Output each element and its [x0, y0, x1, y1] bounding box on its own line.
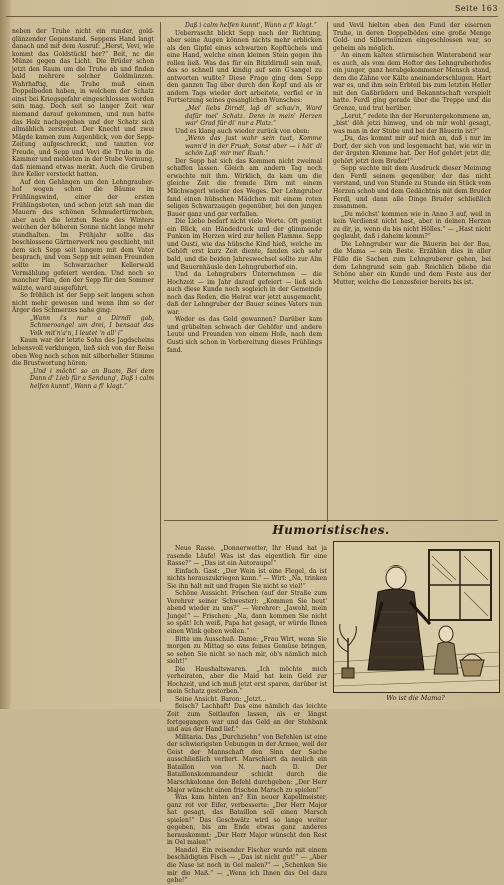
- page-number: Seite 163: [454, 4, 498, 13]
- section-divider: [164, 520, 498, 521]
- col2-paragraph: Und da Lehngrubers Unternehmen — die Hochzeit — im Jahr darauf gefeiert — ließ sich auch diese Kunde noch sogleich in der Gemeinde noch das Reden, die Heirat war jetzt ausgemacht, daß der Lehngruber der Bauer seines Vaters nun war.: [167, 271, 322, 316]
- col4-paragraph: Schöne Aussicht. Frischen (auf der Straße zum Verehrer seiner Schwester): „Kommen Sie heut' abend wieder zu uns?“ — Verehrer: „Jawohl, mein Junge!“ — Frischen: „Na, dann kommen Sie nicht so spät! Ich weiß, Papa hat gesagt, er würde Ihnen einen Wink geben wollen.“: [167, 590, 327, 636]
- col2-paragraph: Und es klang auch wieder zurück von oben:: [175, 127, 310, 135]
- col1-paragraph: Auf den Gehängen um den Lehngrauber-hof wogen schon die Bäume im Frühlingswind, einer der ersten Frühlingsboten, und schon jetzt sah man die Mauern des schönen Schmudertürmchen, aber auch die letzten Reste des Winters weichen der höheren Sonne nicht lange mehr standhalten. Im Frühjahr sollte das beschlossene Gärtnerwerk neu geschieht, mit dem sich Sepp seit langem mit dem Vater besprach, und vom Sepp mit seinen Freunden sollte im Schwarzacher Kellerwald Vermählung gefeiert werden. Und noch so mancher Plan, den der Sepp für den Sommer wälzte, ward ausgeführt.: [12, 178, 154, 292]
- col3-paragraph: „Du möchst' kommen wie in Anno 3 auf, weil in kein Verdienst nicht hast, aber in deinen Herzen zu dir, ja, wenn du bis nicht Hölles.“ — „Hast nicht geglaubt, daß i daheim komm?“: [333, 210, 491, 241]
- col4-paragraph: Neue Rasse. „Donnerwetter, Ihr Hund hat ja rasende Läufe! Was ist das eigentlich für eine Rasse?“ — „Das ist ein Autoraupe!“: [167, 545, 327, 568]
- col4-paragraph: Bitte um Ausschuß. Dame: „Frau Wirt, wenn Sie morgen zu Mittag so eins feines Gemüse bringen, so sehen Sie nicht so nach mir, ob's nämlich mich sieht!“: [167, 635, 327, 666]
- col2-paragraph: „Wenn das just wahr sein tuat, Komme wann'd in der Fruah, Sonst aber — i hät' di schön Laß' mir mei' Ruah.“: [185, 135, 322, 158]
- cartoon-drawing: [334, 542, 499, 692]
- humor-column: [167, 545, 327, 885]
- col3-paragraph: „Lerut,“ redete ihn der Heruntergekommene an, „bist' döh jetzi hinweg, und ob mir wohl gesagt, was man in der Stube und bei der Bäuerin ist?“: [333, 112, 491, 135]
- col3-paragraph: An einem kalten stürmischen Winterabend war es auch, als vom dem Hoftor des Lehngruberhofes ein junger, ganz herabgekommener Mensch stand, dem die Zähne vor Kälte aneinanderschlugen. Hart war es, und ihm sein Erbteil bis zum letzten Heller mit den Gaßbrüdern und Bekanntschaft verspielt hatte. Ferdl ging gerade über die Treppe und die Grenze, und trat herüber.: [333, 52, 491, 113]
- col4-paragraph: Die Haushaltswaren. „Ich möchte mich verheiraten, aber die Maid hat kein Geld zur Hochzeit, und ich muß jetzt erst sparen, darüber ist mein Schatz gestorben.“: [167, 665, 327, 696]
- col5-paragraph: Militaria. Das „Durchziehn“ von Befehlen ist eine der schwierigsten Uebungen in der Armee, weil der Geist der Mannschaft den Sinn der Sache ausschließlich verliert. Marschiert da neulich ein Bataillon von N. nach D. Der Bataillonskommandeur schickt durch die Marschkolonne den Befehl durchgeben: „Der Herr Major wünscht einen frischen Marsch zu spielen!“: [167, 733, 327, 794]
- top-rule: [6, 16, 498, 17]
- col1-paragraph: neben der Truhe nicht ein runder, gold-glänzender Gegenstand. Seppens Hand langt danach und mit dem Ausruf: „Herst, Vevi, wie kommt das Goldstückl her?“ Beit, nc die Münze gegen das Licht. Die Brüder schon jetzt den Raum um die Truhe ab und finden bald mehrere solcher Goldmünzen. Wahrhaftig, die Truhe muß einen Doppelboden haben, in welchem der Schatz einst bei Kriegsgefahr eingeschlossen worden sein mag. Doch seit so langer Zeit war niemand darauf gekommen, und nun hatte das Holz nachgegeben und der Schatz sich allmählich zerstreut. Der Knecht und zwei Mägde kamen zum Augenblick, von der Sepp-Zeitung aufgeschreckt, und tanzten vor Freude, und Sepp und Vevi die Truhe in die Kammer und meldeten in der Stube Vormung, daß niemand etwas merkt. Auch die Gruben ihre Keller versteckt hatten.: [12, 28, 154, 179]
- col2-paragraph: Weder es das Geld gewannen? Darüber kam und grübelten schwach der Gehöfer und andere Leute und Freunden von einem Hofe, nach dem Gusti sich schon in Vorbereitung dieses Frühlings fand.: [167, 316, 322, 354]
- cartoon-illustration: [333, 541, 500, 693]
- col1-paragraph: So fröhlich ist der Sepp seit langem schon nicht mehr gewesen und wenn ihm so der Ärger des Schmerzes nahe ging:: [12, 292, 154, 315]
- col3-paragraph: Die Lehngruber war die Bäuerin bei der Bau, die Mama — sein Beste. Erzählen dies in aller Fülle die Sachen zum Lehngruberer gehen, bei dem Lehngrund sein gab. Reichlich bliebe die Schöne aber ein Kunde und dem Feste aus der Mutter, welche die Lenzesfeier bereits bis ist.: [333, 240, 491, 286]
- column-divider-right: [327, 22, 328, 522]
- col2-paragraph: Daß i calm helfen kunnt', Wann a fi' klagt.“: [185, 22, 317, 29]
- col2-paragraph: Ueberrascht blickt Sepp nach der Richtung, aber seine Augen können nichts mehr erblicken als den Gipfel eines schwarzen Kopftüchels und eine Hand, welche einen kleinen Stein gegen ihn rollen ließ. Was das für ein Bitzldirndl sein muß, das so schnell und kindig auf sein G'sangel zu antworten wußte? Diese Frage ging dem Sepp den ganzen Tag über durch den Kopf und als er andern Tags wieder dort arbeitete, verfiel er in Fortsetzung seines gesanglichen Wunsches:: [167, 29, 322, 105]
- col5-paragraph: Was kam hinten an? Ein neuer Kapellmeister, ganz rot vor Eifer, verbesserte: „Der Herr Major hat gesagt, das Bataillon soll einen Marsch spielen!“ Das Geschwätz wird so lange weiter gegeben, bis am Ende etwas ganz anderes herauskommt: „Der Herr Major wünscht den Rest in Oel malen!“: [167, 794, 327, 847]
- col5-paragraph: fleisch? Lachhaft! Das eine nämlich das leichte Zeit zum Seitlaufen lassen, als er längst fortgegangen war und das Geld an der Stehbank und aus der Hand lief.“: [167, 703, 327, 734]
- col2-paragraph: „Mei' liebs Dirndl, laß di' schau'n, Ward dafür mei' Schatz. Denn in mein' Herzen war' Grad für di' nur a Platz.“: [185, 105, 322, 128]
- col2-paragraph: Der Sepp hat sich das Kommen nicht zweimal schaffen lassen. Gleich am andern Tag noch erwachte mit ihm. Wirklich, da kam um die gleiche Zeit die fremde Dirn mit einem Milchwagerl wieder des Weges. Der Lehngruber fand einen hübschen Mädchen mit einem roten seligen Schwarzaugen gegenüber, bei den jungen Bauer ganz und gar verfallen.: [167, 157, 322, 218]
- story-column-3: [333, 22, 491, 517]
- cartoon-caption: Wo ist die Mama?: [386, 694, 445, 702]
- col3-paragraph: und Vevil hielten eben den Fund der eisernen Truhe, in deren Doppelböden eine große Menge Gold- und Silbermünzen eingeschlossen war, so geheim als möglich.: [333, 22, 491, 52]
- col1-paragraph: Kaum war der letzte Sohn des Jagdscheins lebensvoll verklungen, ließ sich von der Reise oben Weg noch schon mit silberheller Stimme die Brustwortung hören:: [12, 337, 154, 368]
- col1-paragraph: „Und i möcht' so an Buam, Bei dem Dann d' Lieb für a Sendung', Daß i calm helfen kunnt', Wann a fi' klagt.“: [30, 367, 154, 390]
- torn-edge: [0, 0, 10, 709]
- humor-section-heading: Humoristisches.: [272, 523, 390, 537]
- col3-paragraph: „Du, das kommt mir auf mich an, daß i nur im Dorf, der sich von und losgemacht hat, wie wir in der ärgsten Klemme hat. Der Hof gehört jetzt dir, gehört jetzt dem Bruder!“: [333, 135, 491, 165]
- story-column-1: [12, 28, 154, 598]
- column-divider-left: [160, 22, 161, 702]
- story-column-2: [167, 22, 322, 517]
- col2-paragraph: Die Liebe bedarf nicht viele Worte. Oft genügt ein Blick, ein Händedruck und der glimmende Funken im Herzen wird zur hellen Flamme. Sepp und Gusti, wie das hübsche Kind hieß, welche im Gehöft erst kurz Zeit diente, fanden sich sehr bald, und die beiden Jahreswechsel sollte zur Alm und Bauernhäusle den Lehngruberhof ein.: [167, 218, 322, 271]
- col4-paragraph: Einfach. Gast: „Der Wein ist eine Flegel, da ist nichts herauszukriegen kann.“ — Wirt: „Na, trinken Sie ihn halt mit und fragen Sie nicht so viel!“: [167, 567, 327, 590]
- col3-paragraph: Sepp suchte mit dem Ausdruck dieser Meinung den Ferdl seinem gegenüber, der das nicht verstand, und von Stunde zu Stunde ein Stück vom Herzen schob und dem Gedächtnis mit dem Bruder Ferdl, und dann alle Dinge Bruder schließlich zusammen.: [333, 165, 491, 211]
- col5-paragraph: Handel. Ein reisender Fischer wurde mit einem beschädigten Fisch — „Das ist nicht gut!“ — „Aber die Nase ist noch in Oel malen?“ — „Schenken Sie mir die Maß.“ — „Wenn ich Ihnen das Oel dazu gebe!“: [167, 846, 327, 885]
- col4-paragraph: Seine Ansicht. Baron: „Jetzt...: [175, 695, 267, 703]
- col1-paragraph: „Wann i's nur a Dirndl gab, Schmeroangel um drei, I bensaat das Volk mit'n'a'n, I leutet 'n all' i“: [30, 314, 154, 337]
